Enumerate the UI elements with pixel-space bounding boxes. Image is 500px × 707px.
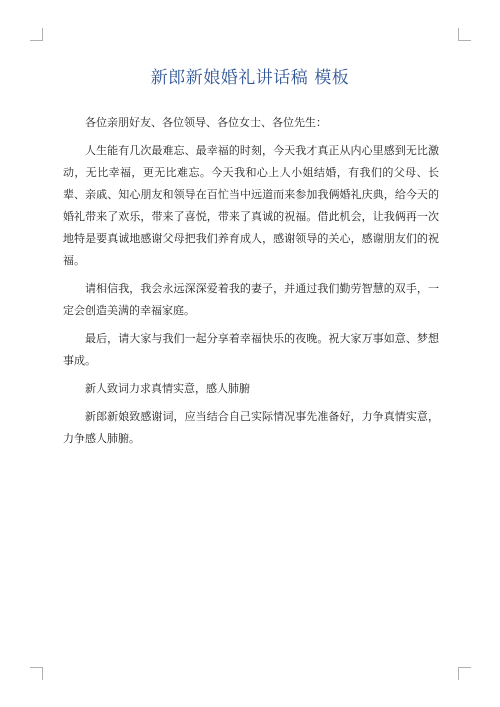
corner-mark-top-left	[30, 28, 43, 41]
document-body	[63, 112, 439, 456]
document-title: 新郎新娘婚礼讲话稿 模板	[150, 68, 350, 88]
corner-mark-top-right	[458, 28, 471, 41]
corner-mark-bottom-left	[30, 667, 43, 680]
paragraph-closing: 最后，请大家与我们一起分享着幸福快乐的夜晚。祝大家万事如意、梦想事成。	[63, 332, 439, 367]
paragraph-tip-heading: 新人致词力求真情实意，感人肺腑	[85, 382, 250, 395]
paragraph-tip-body: 新郎新娘致感谢词，应当结合自己实际情况事先准备好，力争真情实意，力争感人肺腑。	[63, 410, 439, 445]
corner-mark-bottom-right	[458, 667, 471, 680]
paragraph-greeting: 各位亲朋好友、各位领导、各位女士、各位先生：	[85, 116, 327, 129]
paragraph-promise: 请相信我，我会永远深深爱着我的妻子，并通过我们勤劳智慧的双手，一定会创造美满的幸福家庭。	[63, 282, 439, 317]
paragraph-main: 人生能有几次最难忘、最幸福的时刻，今天我才真正从内心里感到无比激动，无比幸福，更无比难忘。今天我和心上人小姐结婚，有我们的父母、长辈、亲戚、知心朋友和领导在百忙当中远道而来参加我俩婚礼庆典，给今天的婚礼带来了欢乐，带来了喜悦，带来了真诚的祝福。借此机会，让我俩再一次地特是要真诚地感谢父母把我们养育成人，感谢领导的关心，感谢朋友们的祝福。	[63, 144, 439, 267]
